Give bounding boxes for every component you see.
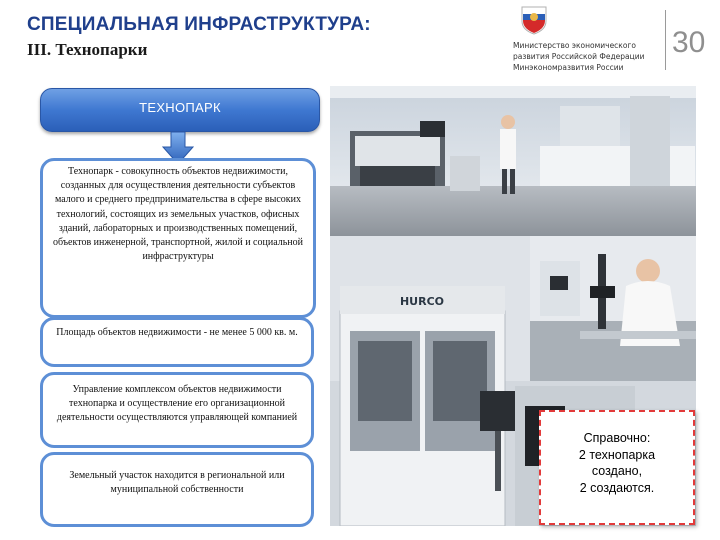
note-line-2: 2 технопарка xyxy=(578,447,656,462)
ministry-line-1: Министерство экономического xyxy=(513,41,636,50)
technopark-header-label: ТЕХНОПАРК xyxy=(139,100,221,115)
definition-text: Технопарк - совокупность объектов недвижимости, созданных для осуществления деятельности субъектов малого и среднего предпринимательства в сфере высоких технологий, состоящих из земельных участков, офисных зданий, лабораторных и производственных помещений, объектов инженерной, транспортной, жилой и социальной инфраструктуры xyxy=(53,166,303,263)
machine-label: HURCO xyxy=(399,295,445,308)
management-card xyxy=(40,372,314,448)
page-number: 30 xyxy=(672,26,706,59)
header-divider xyxy=(665,10,666,70)
note-line-3: создано, xyxy=(591,464,643,478)
land-text: Земельный участок находится в региональной или муниципальной собственности xyxy=(69,470,285,496)
land-card xyxy=(40,452,314,527)
note-line-4: 2 создаются. xyxy=(579,480,655,495)
technopark-header-box xyxy=(40,88,320,132)
area-text: Площадь объектов недвижимости - не менее 5 000 кв. м. xyxy=(56,327,298,338)
reference-note xyxy=(539,410,695,525)
ministry-name xyxy=(513,40,644,73)
ministry-line-3: Минэкономразвития России xyxy=(513,63,624,72)
page-subtitle: III. Технопарки xyxy=(27,40,148,59)
ministry-emblem-icon xyxy=(520,5,548,35)
area-card xyxy=(40,317,314,367)
note-line-1: Справочно: xyxy=(583,431,651,445)
definition-card xyxy=(40,158,316,318)
ministry-line-2: развития Российской Федерации xyxy=(513,52,645,61)
page-title: СПЕЦИАЛЬНАЯ ИНФРАСТРУКТУРА: xyxy=(27,14,371,35)
management-text: Управление комплексом объектов недвижимости технопарка и осуществление его организационной деятельности осуществляются управляющей компанией xyxy=(56,384,298,424)
